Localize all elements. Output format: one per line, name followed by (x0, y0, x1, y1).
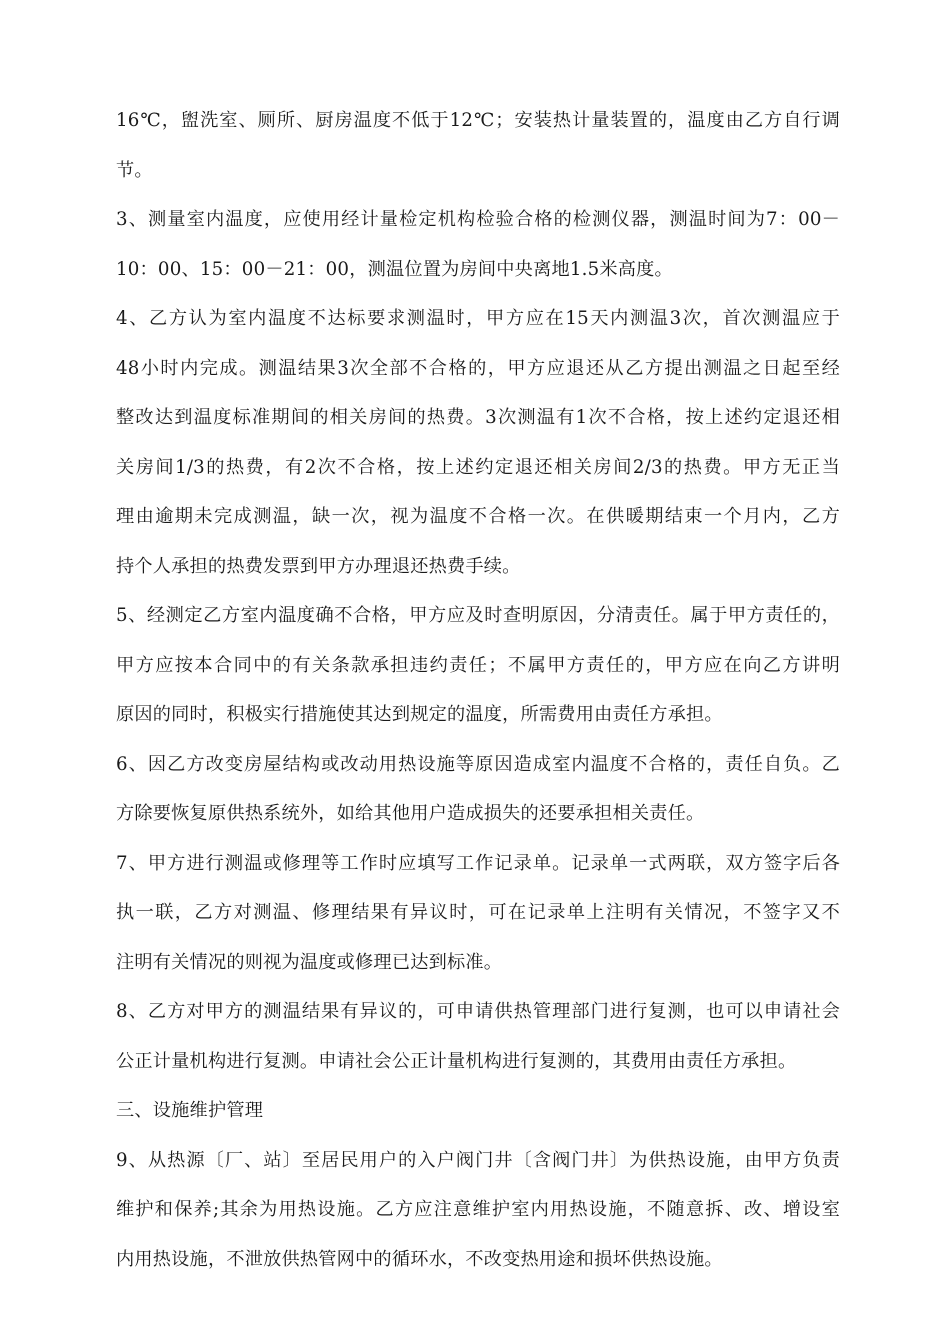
text-line: 4、乙方认为室内温度不达标要求测温时，甲方应在15天内测温3次，首次测温应于 (116, 308, 840, 329)
text-line: 原因的同时，积极实行措施使其达到规定的温度，所需费用由责任方承担。 (116, 704, 723, 725)
text-line: 节。 (116, 159, 153, 181)
text-line: 9、从热源〔厂、站〕至居民用户的入户阀门井〔含阀门井〕为供热设施，由甲方负责 (116, 1149, 840, 1171)
text-line: 公正计量机构进行复测。申请社会公正计量机构进行复测的，其费用由责任方承担。 (116, 1050, 797, 1072)
document-body (116, 96, 840, 1284)
text-line: 注明有关情况的则视为温度或修理已达到标准。 (116, 951, 503, 973)
text-line: 8、乙方对甲方的测温结果有异议的，可申请供热管理部门进行复测，也可以申请社会 (116, 1001, 840, 1022)
text-line: 维护和保养;其余为用热设施。乙方应注意维护室内用热设施，不随意拆、改、增设室 (116, 1199, 840, 1220)
text-line: 6、因乙方改变房屋结构或改动用热设施等原因造成室内温度不合格的，责任自负。乙 (116, 753, 840, 775)
text-line: 48小时内完成。测温结果3次全部不合格的，甲方应退还从乙方提出测温之日起至经 (116, 357, 840, 379)
text-line: 甲方应按本合同中的有关条款承担违约责任；不属甲方责任的，甲方应在向乙方讲明 (116, 654, 840, 676)
text-line: 5、经测定乙方室内温度确不合格，甲方应及时查明原因，分清责任。属于甲方责任的， (116, 605, 840, 626)
text-line: 整改达到温度标准期间的相关房间的热费。3次测温有1次不合格，按上述约定退还相 (116, 407, 840, 428)
text-line: 持个人承担的热费发票到甲方办理退还热费手续。 (116, 555, 521, 577)
text-line: 3、测量室内温度，应使用经计量检定机构检验合格的检测仪器，测温时间为7：00－ (116, 209, 840, 230)
text-line: 方除要恢复原供热系统外，如给其他用户造成损失的还要承担相关责任。 (116, 803, 705, 824)
text-line: 16℃，盥洗室、厕所、厨房温度不低于12℃；安装热计量装置的，温度由乙方自行调 (116, 110, 840, 131)
section-heading: 三、设施维护管理 (116, 1100, 264, 1121)
text-line: 7、甲方进行测温或修理等工作时应填写工作记录单。记录单一式两联，双方签字后各 (116, 852, 840, 874)
text-line: 内用热设施，不泄放供热管网中的循环水，不改变热用途和损坏供热设施。 (116, 1248, 723, 1270)
text-line: 10：00、15：00－21：00，测温位置为房间中央离地1.5米高度。 (116, 258, 673, 280)
text-line: 执一联，乙方对测温、修理结果有异议时，可在记录单上注明有关情况，不签字又不 (116, 902, 840, 923)
text-line: 关房间1/3的热费，有2次不合格，按上述约定退还相关房间2/3的热费。甲方无正当 (116, 456, 840, 478)
text-line: 理由逾期未完成测温，缺一次，视为温度不合格一次。在供暖期结束一个月内，乙方 (116, 506, 840, 527)
